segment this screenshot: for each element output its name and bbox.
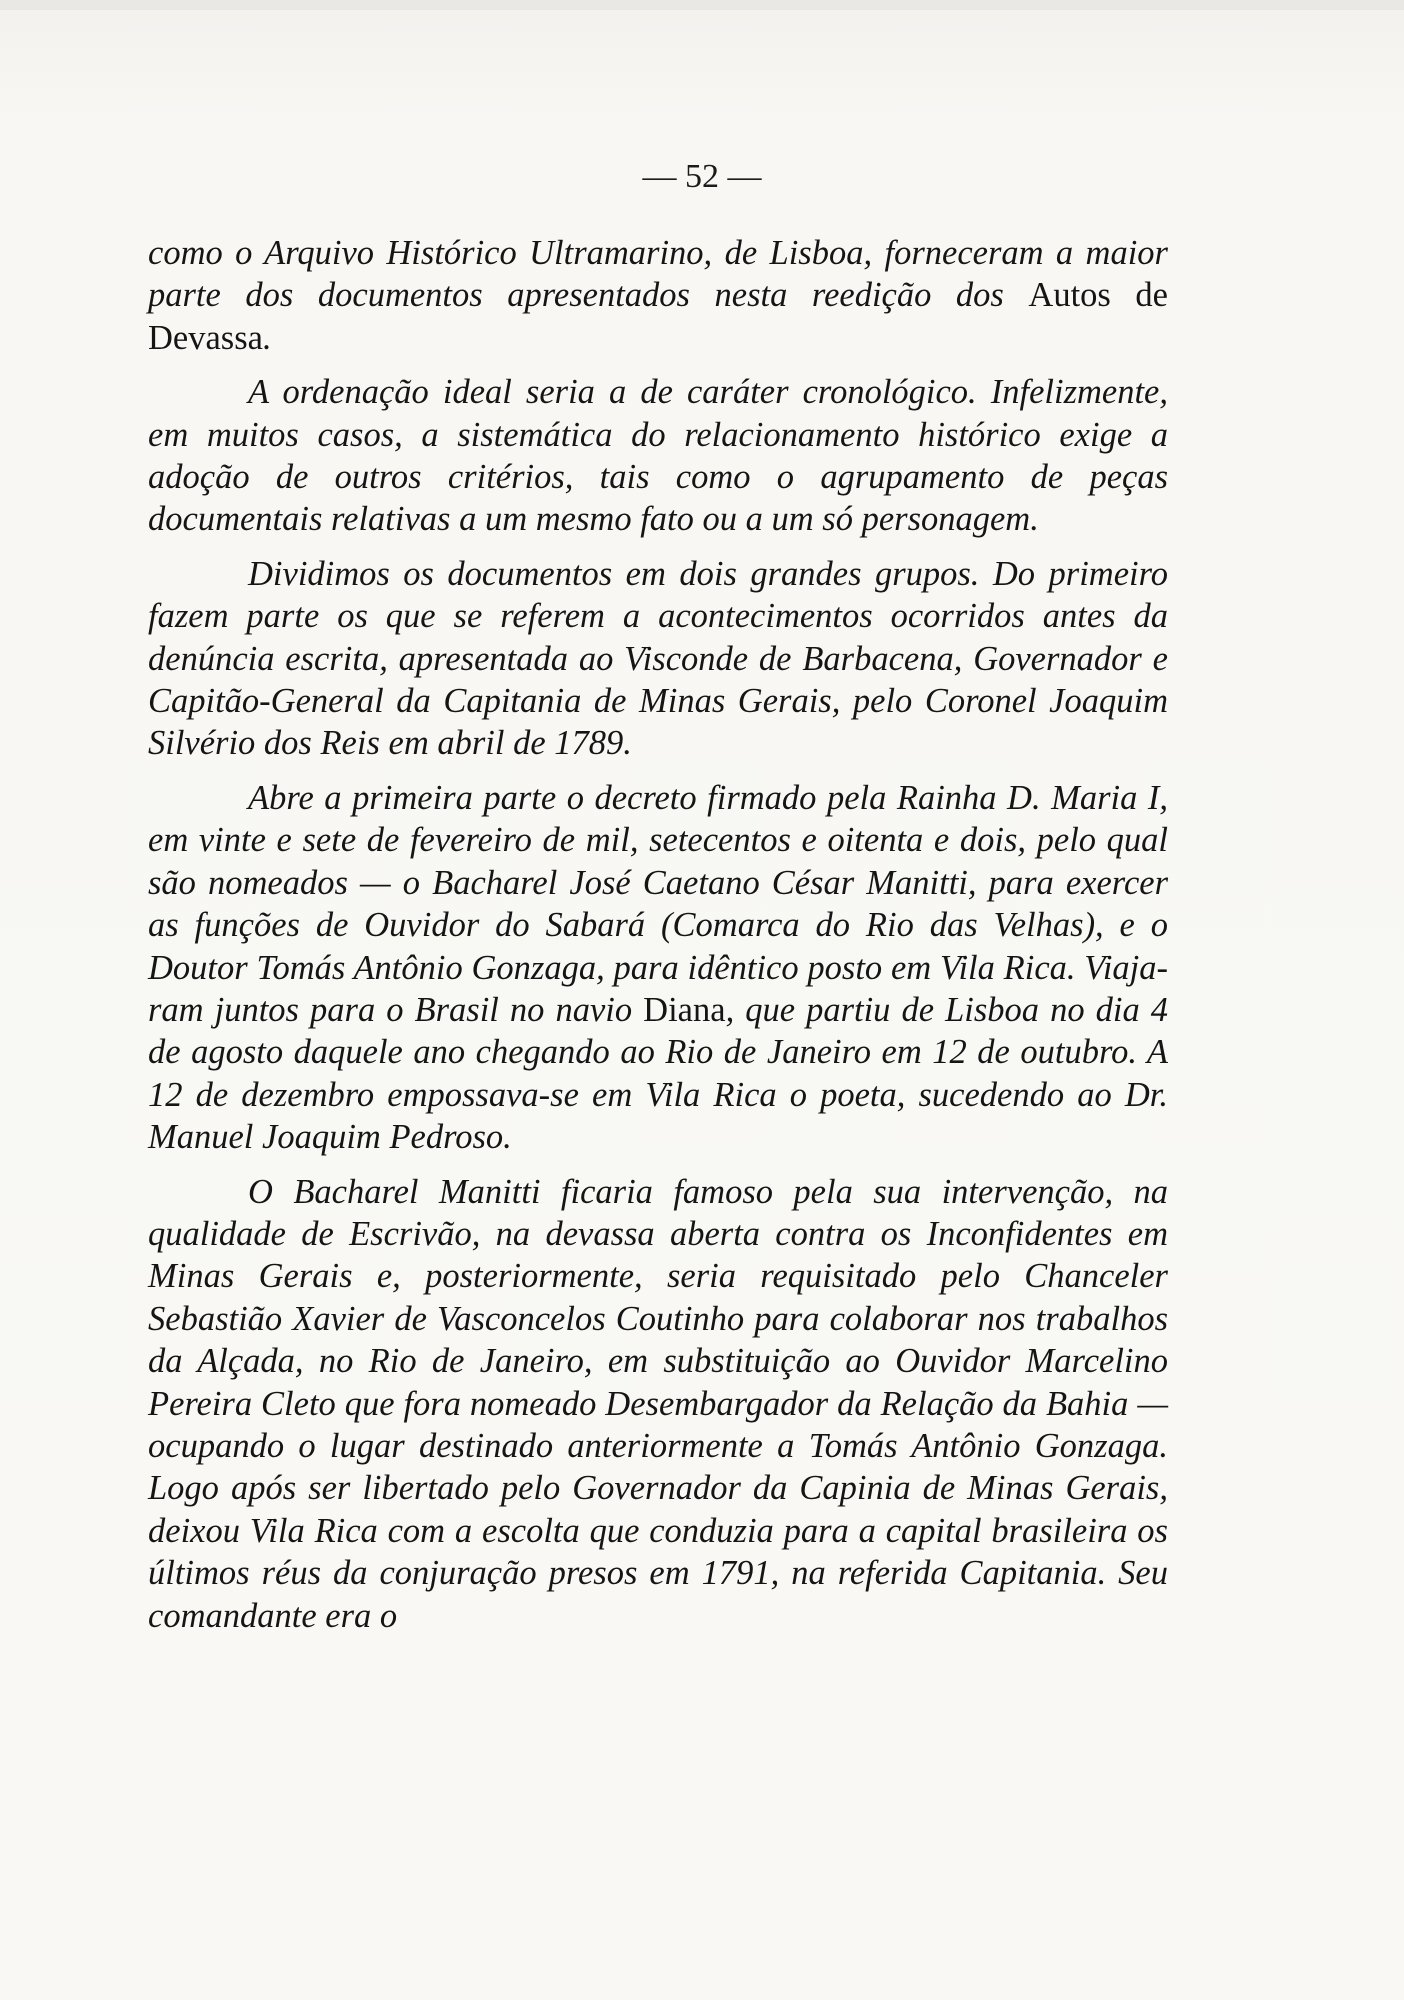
ship-name-diana: Diana bbox=[643, 990, 726, 1029]
body-text bbox=[148, 232, 1168, 1637]
paragraph-5-text: O Bacharel Manitti ficaria famoso pela sua intervenção, na qualidade de Escrivão, na devassa aberta contra os Inconfidentes em Minas Gerais e, posteriormente, seria requisitado pelo Chanceler Sebastião Xavier de Vasconcelos Coutinho para colaborar nos trabalhos da Alçada, no Rio de Janeiro, em substituição ao Ouvidor Marcelino Pereira Cleto que fora nomeado Desembargador da Relação da Bahia — ocupando o lugar destinado anteriormente a Tomás Antônio Gonzaga. Logo após ser libertado pelo Governador da Capinia de Minas Gerais, deixou Vila Rica com a escolta que conduzia para a capital brasileira os últimos réus da conjuração presos em 1791, na referida Capitania. Seu comandante era o bbox=[148, 1172, 1168, 1635]
paragraph-1 bbox=[148, 232, 1168, 359]
paragraph-5 bbox=[148, 1171, 1168, 1637]
paragraph-4-part-1: Abre a primeira parte o decreto firmado pela Rainha D. Maria I, em vinte e sete de fevereiro de mil, setecentos e oitenta e dois, pelo qual são nomeados — o Bacharel José Caetano César Manitti, para exercer as funções de Ouvidor do Sabará (Comarca do Rio das Velhas), e o Doutor Tomás Antônio Gonzaga, para idêntico posto em Vila Rica. Viajaram juntos para o Brasil no navio bbox=[148, 778, 1168, 1029]
paragraph-3-text: Dividimos os documentos em dois grandes grupos. Do primeiro fazem parte os que se referem a acontecimentos ocorridos antes da denúncia escrita, apresentada ao Visconde de Barbacena, Governador e Capitão-General da Capitania de Minas Gerais, pelo Coronel Joaquim Silvério dos Reis em abril de 1789. bbox=[148, 554, 1168, 763]
paragraph-2 bbox=[148, 371, 1168, 541]
paragraph-2-text: A ordenação ideal seria a de caráter cronológico. Infelizmente, em muitos casos, a sistemática do relacionamento histórico exige a adoção de outros critérios, tais como o agrupamento de peças documentais relativas a um mesmo fato ou a um só personagem. bbox=[148, 373, 1168, 539]
paragraph-3 bbox=[148, 553, 1168, 765]
paragraph-1-part-1: como o Arquivo Histórico Ultramarino, de Lisboa, forneceram a maior parte dos documentos apresentados nesta reedição dos bbox=[148, 234, 1168, 315]
paragraph-4 bbox=[148, 777, 1168, 1159]
paragraph-4-part-3: , que partiu de Lisboa no dia 4 de agosto daquele ano chegando ao Rio de Janeiro em 12 de outubro. A 12 de dezembro empossava-se em Vila Rica o poeta, sucedendo ao Dr. Manuel Joaquim Pedroso. bbox=[148, 990, 1168, 1157]
title-autos-de-devassa: Autos de Devassa bbox=[148, 276, 1168, 357]
scan-top-edge bbox=[0, 0, 1404, 10]
page-number: — 52 — bbox=[642, 158, 762, 195]
paragraph-1-part-3: . bbox=[262, 318, 272, 357]
